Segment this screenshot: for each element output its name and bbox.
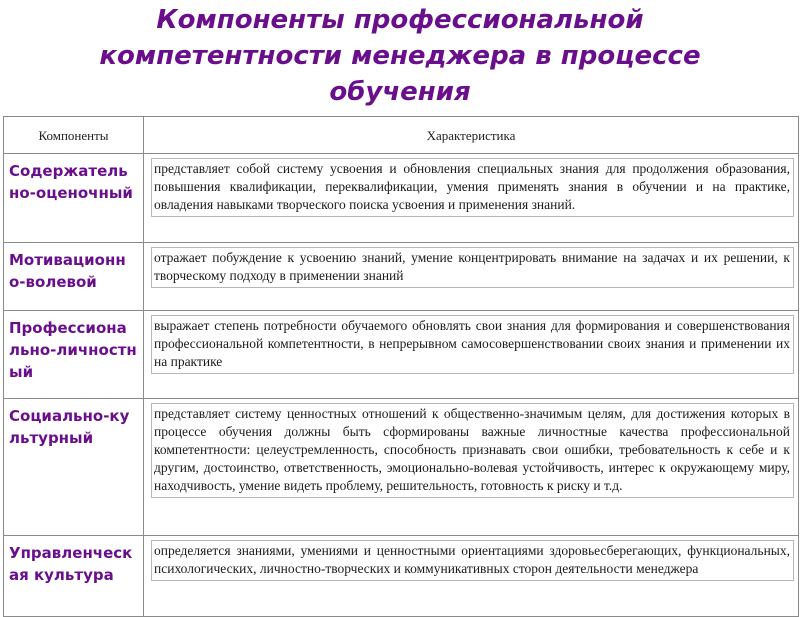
- table-row: [4, 243, 799, 311]
- component-description-cell: [144, 154, 799, 243]
- component-description: определяется знаниями, умениями и ценностными ориентациями здоровьесберегающих, функциональных, психологических, личностно-творческих и коммуникативных сторон деятельности менеджера: [151, 540, 794, 581]
- component-description-cell: [144, 399, 799, 536]
- header-components-label: Компоненты: [38, 128, 109, 143]
- component-description-cell: [144, 243, 799, 311]
- component-name: Управленческ ая культура: [4, 536, 144, 617]
- component-description: представляет систему ценностных отношений к общественно-значимым целям, для достижения которых в процессе обучения должны быть сформированы важные личностные качества профессиональной компетентности: целеустремленность, способность признавать свои ошибки, требовательность к себе и к другим, достоинство, ответственность, эмоционально-волевая устойчивость, интерес к окружающему миру, находчивость, умение видеть проблему, решительность, готовность к риску и т.д.: [151, 403, 794, 498]
- component-description-cell: [144, 536, 799, 617]
- component-description-cell: [144, 311, 799, 399]
- table-row: [4, 536, 799, 617]
- slide-title-line-1: Компоненты профессиональной: [156, 5, 644, 35]
- component-description: отражает побуждение к усвоению знаний, умение концентрировать внимание на задачах и их решении, к творческому подходу в применении знаний: [151, 247, 794, 288]
- header-components: [4, 117, 144, 154]
- table-row: [4, 154, 799, 243]
- header-characteristic-label: Характеристика: [426, 128, 516, 143]
- slide-title-line-2: компетентности менеджера в процессе: [99, 41, 701, 71]
- slide-title: [20, 2, 780, 110]
- table-row: [4, 399, 799, 536]
- component-name: Профессиона льно-личностный: [4, 311, 144, 399]
- component-name: Социально-культурный: [4, 399, 144, 536]
- components-table: [3, 116, 799, 617]
- component-description: представляет собой систему усвоения и обновления специальных знания для продолжения образования, повышения квалификации, переквалификации, умения применять знания в обучении и на практике, овладения навыками творческого поиска усвоения и применения знаний.: [151, 158, 794, 217]
- component-name: Мотивационн о-волевой: [4, 243, 144, 311]
- table-header-row: [4, 117, 799, 154]
- slide-title-line-3: обучения: [329, 77, 471, 107]
- table-row: [4, 311, 799, 399]
- header-characteristic: [144, 117, 799, 154]
- component-name: Содержатель но-оценочный: [4, 154, 144, 243]
- component-description: выражает степень потребности обучаемого обновлять свои знания для формирования и совершенствования профессиональной компетентности, в непрерывном самосовершенствовании своих знания и применении их на практике: [151, 315, 794, 374]
